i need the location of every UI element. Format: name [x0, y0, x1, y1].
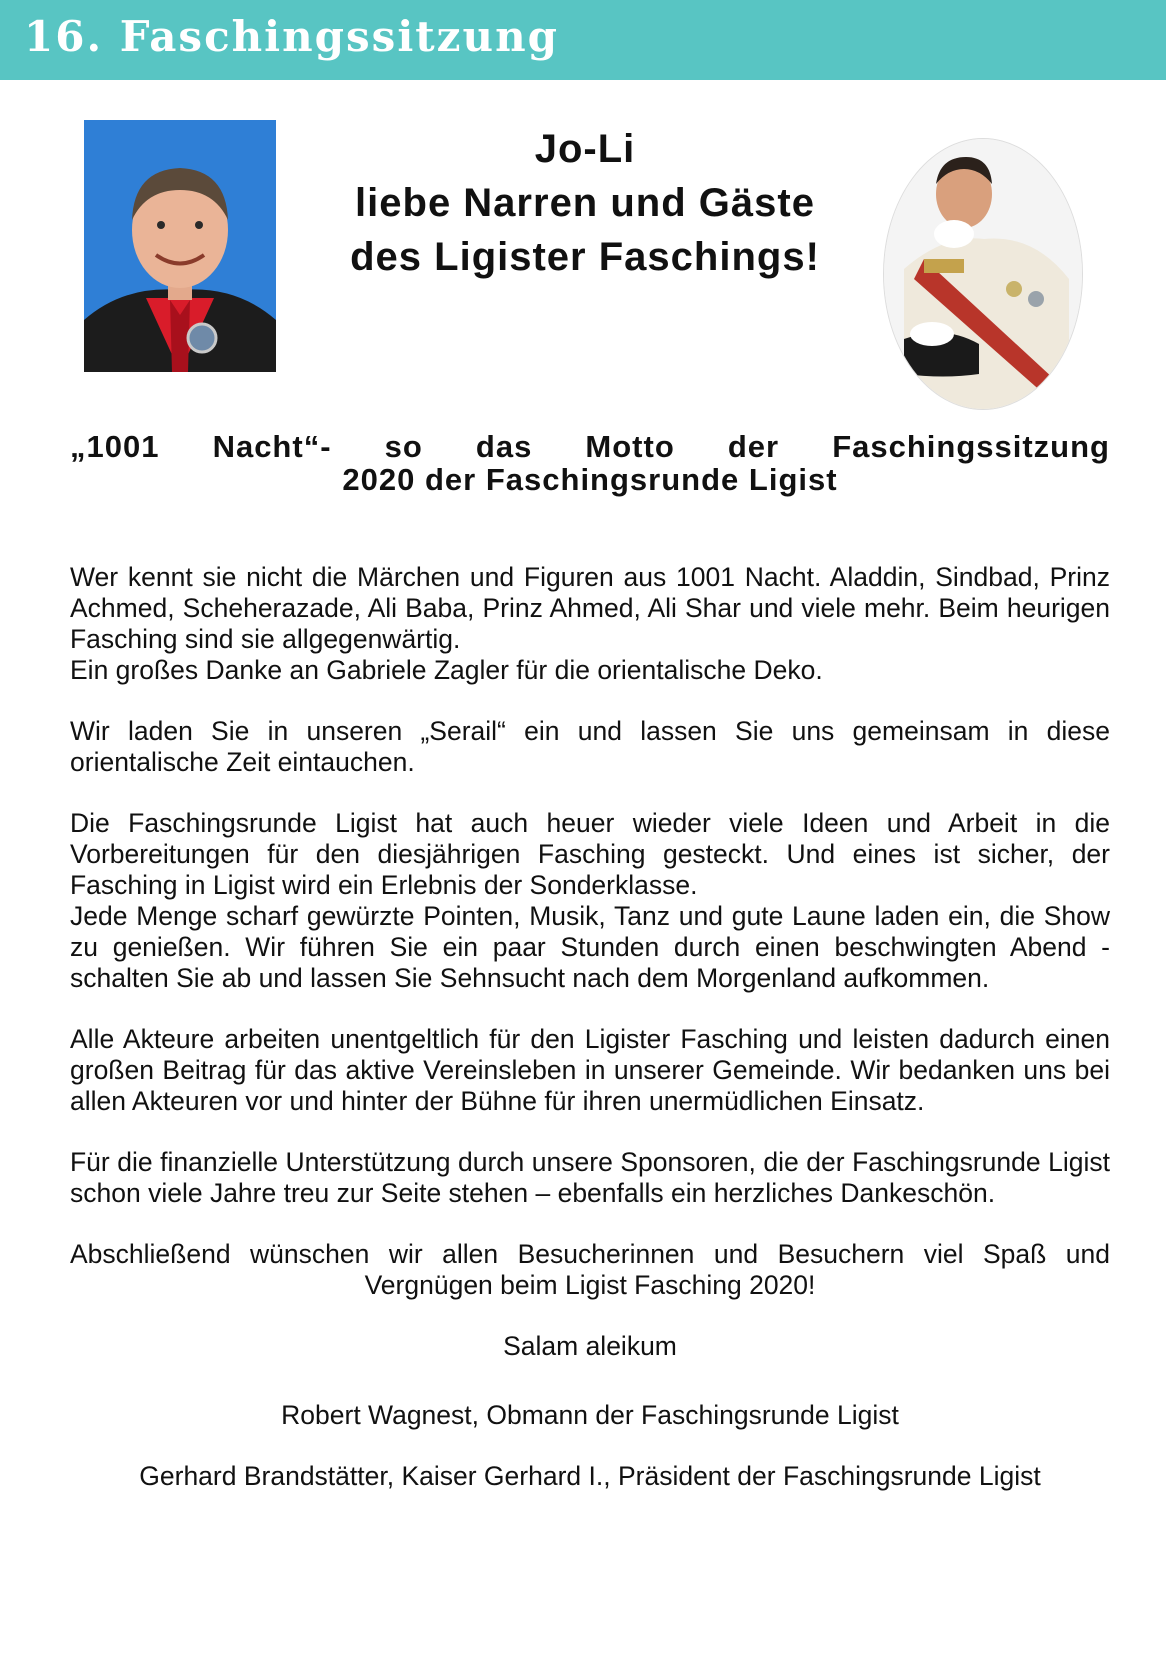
paragraph-text: Die Faschingsrunde Ligist hat auch heuer wieder viele Ideen und Arbeit in die Vorbereitungen für den diesjährigen Fasching gesteckt. Und eines ist sicher, der Fasching in Ligist wird ein Erlebnis der Sonderklasse. — [70, 808, 1110, 900]
emperor-illustration — [884, 139, 1082, 409]
paragraph — [70, 1024, 1110, 1117]
motto-line-1: „1001 Nacht“- so das Motto der Faschingssitzung — [70, 429, 1110, 464]
paragraph — [70, 808, 1110, 901]
signature-text: Robert Wagnest, Obmann der Faschingsrunde Ligist — [281, 1400, 899, 1430]
signature-text: Gerhard Brandstätter, Kaiser Gerhard I., Präsident der Faschingsrunde Ligist — [139, 1461, 1041, 1491]
signature-line — [70, 1461, 1110, 1492]
paragraph — [70, 901, 1110, 994]
signature-line — [70, 1400, 1110, 1431]
paragraph-text: Für die finanzielle Unterstützung durch unsere Sponsoren, die der Faschingsrunde Ligist schon viele Jahre treu zur Seite stehen – ebenfalls ein herzliches Dankeschön. — [70, 1147, 1110, 1208]
paragraph — [70, 1239, 1110, 1301]
greeting-heading — [290, 122, 880, 284]
paragraph — [70, 1147, 1110, 1209]
paragraph-text: Jede Menge scharf gewürzte Pointen, Musik, Tanz und gute Laune laden ein, die Show zu genießen. Wir führen Sie ein paar Stunden durch einen beschwingten Abend - schalten Sie ab und lassen Sie Sehnsucht nach dem Morgenland aufkommen. — [70, 901, 1110, 993]
paragraph — [70, 716, 1110, 778]
closing-text: Salam aleikum — [503, 1331, 677, 1361]
article-body — [70, 562, 1110, 1522]
motto-heading — [70, 430, 1110, 496]
paragraph-text: Ein großes Danke an Gabriele Zagler für die orientalische Deko. — [70, 655, 823, 685]
portrait-photo-left — [84, 120, 276, 372]
paragraph — [70, 562, 1110, 655]
paragraph-text: Alle Akteure arbeiten unentgeltlich für den Ligister Fasching und leisten dadurch einen großen Beitrag für das aktive Vereinsleben in unserer Gemeinde. Wir bedanken uns bei allen Akteuren vor und hinter der Bühne für ihren unermüdlichen Einsatz. — [70, 1024, 1110, 1116]
portrait-illustration — [84, 120, 276, 372]
motto-line-2: 2020 der Faschingsrunde Ligist — [342, 462, 838, 497]
greeting-line: des Ligister Faschings! — [350, 235, 820, 279]
header-band — [0, 0, 1166, 80]
paragraph-text: Abschließend wünschen wir allen Besucherinnen und Besuchern viel Spaß und Vergnügen beim Ligist Fasching 2020! — [70, 1239, 1110, 1300]
closing-greeting — [70, 1331, 1110, 1362]
portrait-photo-right — [883, 138, 1083, 410]
paragraph-text: Wir laden Sie in unseren „Serail“ ein und lassen Sie uns gemeinsam in diese orientalische Zeit eintauchen. — [70, 716, 1110, 777]
page-title: 16. Faschingssitzung — [24, 12, 559, 61]
paragraph-text: Wer kennt sie nicht die Märchen und Figuren aus 1001 Nacht. Aladdin, Sindbad, Prinz Achmed, Scheherazade, Ali Baba, Prinz Ahmed, Ali Shar und viele mehr. Beim heurigen Fasching sind sie allgegenwärtig. — [70, 562, 1110, 654]
greeting-line: Jo-Li — [534, 127, 636, 171]
paragraph — [70, 655, 1110, 686]
greeting-line: liebe Narren und Gäste — [355, 181, 815, 225]
